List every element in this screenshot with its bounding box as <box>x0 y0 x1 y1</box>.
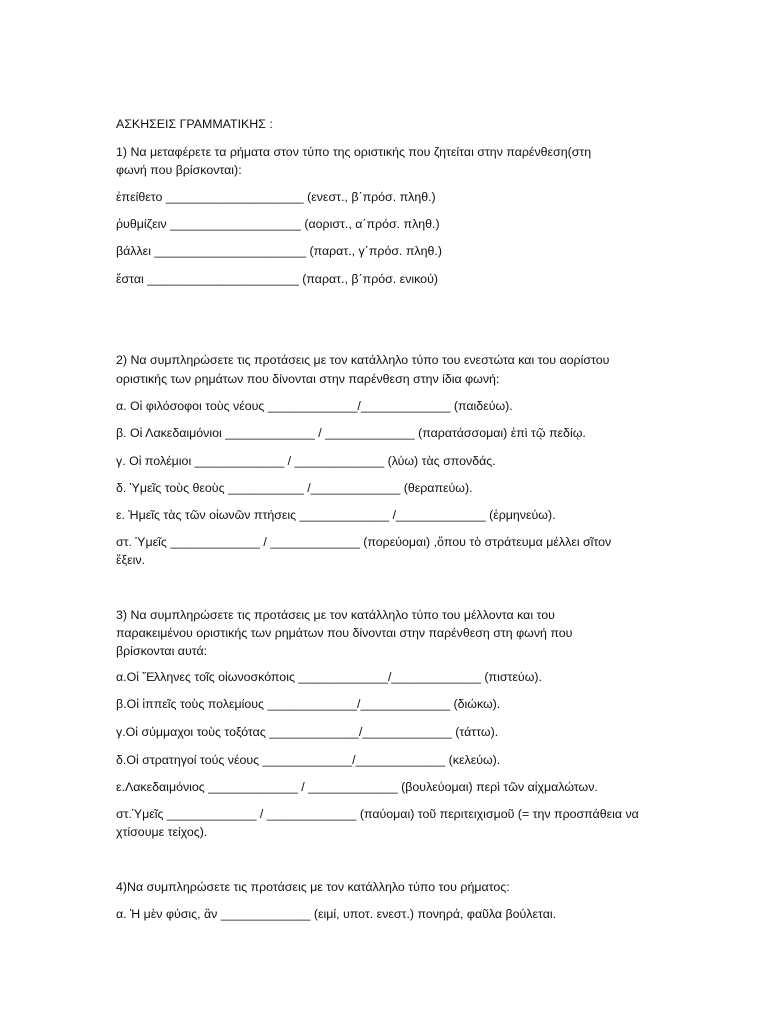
exercise-4-item: α. Ἡ μὲν φύσις, ἂν _____________ (ειμί, υποτ. ενεστ.) πονηρά, φαῦλα βούλεται. <box>116 907 557 921</box>
exercise-2-item: β. Οἱ Λακεδαιμόνιοι _____________ / _____________ (παρατάσσομαι) ἐπὶ τῷ πεδίῳ. <box>116 426 586 440</box>
exercise-2-item: γ. Οἱ πολέμιοι _____________ / _____________ (λύω) τὰς σπονδάς. <box>116 454 496 468</box>
exercise-1-prompt-line-2: φωνή που βρίσκονται): <box>116 163 242 177</box>
page-title: ΑΣΚΗΣΕΙΣ ΓΡΑΜΜΑΤΙΚΗΣ : <box>116 117 273 131</box>
exercise-3-item: α.Οἱ Ἕλληνες τοῖς οἰωνοσκόποις _____________/_____________ (πιστεύω). <box>116 670 542 684</box>
exercise-3-item-continuation: χτίσουμε τείχος). <box>116 825 208 839</box>
exercise-3-item: στ.Ὑμεῖς _____________ / _____________ (παύομαι) τοῦ περιτειχισμοῦ (= την προσπάθεια να <box>116 807 639 821</box>
exercise-3-item: δ.Οἱ στρατηγοί τούς νέους _____________/_____________ (κελεύω). <box>116 753 501 767</box>
exercise-1-item: ἐπείθετο ____________________ (ενεστ., β΄πρόσ. πληθ.) <box>116 190 436 204</box>
exercise-2-item: α. Οἱ φιλόσοφοι τοὺς νέους _____________/_____________ (παιδεύω). <box>116 399 513 413</box>
exercise-3-prompt-line-3: βρίσκονται αυτά: <box>116 644 208 658</box>
exercise-2-item: στ. Ὑμεῖς _____________ / _____________ (πορεύομαι) ,ὅπου τὸ στράτευμα μέλλει σῖτον <box>116 535 612 549</box>
exercise-3-item: ε.Λακεδαιμόνιος _____________ / _____________ (βουλεύομαι) περὶ τῶν αἰχμαλώτων. <box>116 780 598 794</box>
exercise-3-item: β.Οἱ ἱππεῖς τοὺς πολεμίους _____________/_____________ (διώκω). <box>116 697 501 711</box>
exercise-2-prompt-line-1: 2) Να συμπληρώσετε τις προτάσεις με τον κατάλληλο τύπο του ενεστώτα και του αορίστου <box>116 353 610 367</box>
exercise-3-prompt-line-1: 3) Να συμπληρώσετε τις προτάσεις με τον κατάλληλο τύπο του μέλλοντα και του <box>116 608 555 622</box>
exercise-4-prompt: 4)Να συμπληρώσετε τις προτάσεις με τον κατάλληλο τύπο του ρήματος: <box>116 880 510 894</box>
exercise-1-item: βάλλει ______________________ (παρατ., γ΄πρόσ. πληθ.) <box>116 244 442 258</box>
exercise-1-item: ῥυθμίζειν ___________________ (αοριστ., α΄πρόσ. πληθ.) <box>116 217 440 231</box>
exercise-2-item: ε. Ἡμεῖς τὰς τῶν οἰωνῶν πτήσεις _____________ /_____________ (ἑρμηνεύω). <box>116 508 556 522</box>
exercise-3-prompt-line-2: παρακειμένου οριστικής των ρημάτων που δίνονται στην παρένθεση στη φωνή που <box>116 626 573 640</box>
exercise-2-item-continuation: ἕξειν. <box>116 553 145 567</box>
exercise-3-item: γ.Οἱ σύμμαχοι τοὺς τοξότας _____________/_____________ (τάττω). <box>116 725 499 739</box>
exercise-2-item: δ. Ὑμεῖς τοὺς θεοὺς ___________ /_____________ (θεραπεύω). <box>116 481 473 495</box>
exercise-1-item: ἔσται ______________________ (παρατ., β΄πρόσ. ενικού) <box>116 272 438 286</box>
exercise-2-prompt-line-2: οριστικής των ρημάτων που δίνονται στην παρένθεση στην ίδια φωνή: <box>116 372 500 386</box>
exercise-1-prompt-line-1: 1) Να μεταφέρετε τα ρήματα στον τύπο της οριστικής που ζητείται στην παρένθεση(στη <box>116 145 592 159</box>
